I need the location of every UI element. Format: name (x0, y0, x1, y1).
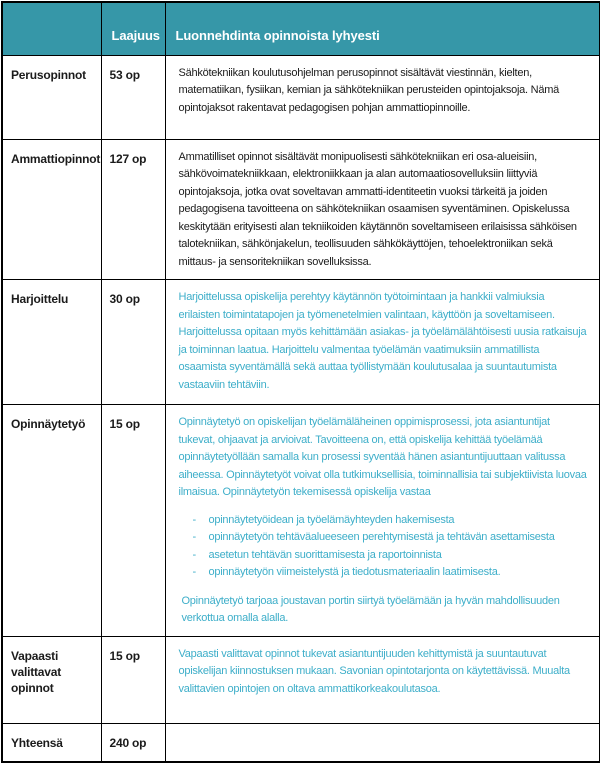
row-label: Vapaasti valittavat opinnot (2, 636, 101, 723)
row-credits: 240 op (101, 723, 165, 762)
curriculum-table (1, 1, 600, 763)
table-row-vapaasti-valittavat (2, 636, 600, 723)
description-paragraph: Sähkötekniikan koulutusohjelman perusopinnot sisältävät viestinnän, kielten, matematiikan, fysiikan, kemian ja sähkötekniikan perusteiden opintojaksoja. Nämä opintojaksot rakentavat pedagogisen pohjan ammattiopinnoille. (178, 66, 559, 114)
row-description (165, 636, 600, 723)
description-paragraph: Opinnäytetyö on opiskelijan työelämäläheinen oppimisprosessi, jota asiantuntijat tukevat, ohjaavat ja arvioivat. Tavoitteena on, että opiskelija kehittää työelämää opinnäytetyöllään samalla kun prosessi syventää hänen asiantuntijuuttaan valitussa aiheessa. Opinnäytetyöt voivat olla tutkimuksellisia, toiminnallisia tai subjektiivista luovaa ilmaisua. Opinnäytetyön tekemisessä opiskelija vastaa (178, 416, 587, 498)
row-label: Opinnäytetyö (2, 405, 101, 637)
description-paragraph: Vapaasti valittavat opinnot tukevat asiantuntijuuden kehittymistä ja suuntautuvat opiskelijan kiinnostuksen mukaan. Savonian opintotarjonta on käytettävissä. Muualta valittavien opintojen on oltava ammattikorkeakoulutasoa. (178, 647, 570, 695)
list-item: - opinnäytetyön viimeistelystä ja tiedotusmateriaalin laatimisesta. (209, 564, 588, 582)
row-label: Ammattiopinnot (2, 139, 101, 280)
description-paragraph: Opinnäytetyö tarjoaa joustavan portin siirtyä työelämään ja hyvän mahdollisuuden verkottua omalla alalla. (181, 594, 560, 624)
row-description (165, 280, 600, 405)
list-item: - opinnäytetyön tehtäväalueeseen perehtymisestä ja tehtävän asettamisesta (209, 529, 588, 547)
list-item: - asetetun tehtävän suorittamisesta ja raportoinnista (209, 547, 588, 565)
description-paragraph: Harjoittelussa opiskelija perehtyy käytännön työtoimintaan ja hankkii valmiuksia erilaisten toimintatapojen ja työmenetelmien valintaan, käyttöön ja soveltamiseen. Harjoittelussa opitaan myös kehittämään asiakas- ja työelämälähtöisesti uusia ratkaisuja ja toiminnan laatua. Harjoittelu valmentaa työelämän vaatimuksiin ammatillista osaamista syventämällä sekä auttaa työllistymään koulutusalaa ja suuntautumista vastaaviin tehtäviin. (178, 291, 587, 391)
row-description (165, 139, 600, 280)
row-credits: 15 op (101, 405, 165, 637)
row-credits: 127 op (101, 139, 165, 280)
responsibility-list (179, 512, 588, 582)
table-row-harjoittelu (2, 280, 600, 405)
table-row-ammattiopinnot (2, 139, 600, 280)
description-paragraph: Ammatilliset opinnot sisältävät monipuolisesti sähkötekniikan eri osa-alueisiin, sähkövoimatekniikkaan, elektroniikkaan ja alan automaatiosovelluksiin liittyviä opintojaksoja, jotka ovat soveltavan ammatti-identiteetin vuoksi tärkeitä ja joiden pedagogisena tavoitteena on sähkötekniikan osaamisen syventäminen. Opiskelussa keskitytään erityisesti alan tekniikoiden käytännön soveltamiseen erilaisissa sähköisen talotekniikan, sähkönjakelun, teollisuuden sähkökäyttöjen, tehoelektroniikan sekä mittaus- ja sensoritekniikan sovelluksissa. (178, 150, 577, 268)
row-description (165, 55, 600, 139)
header-cell-credits: Laajuus (101, 2, 165, 55)
row-credits: 30 op (101, 280, 165, 405)
table-row-opinnaytetyo (2, 405, 600, 637)
row-credits: 15 op (101, 636, 165, 723)
row-label: Yhteensä (2, 723, 101, 762)
table-row-perusopinnot (2, 55, 600, 139)
list-item: - opinnäytetyöidean ja työelämäyhteyden hakemisesta (209, 512, 588, 530)
table-header-row (2, 2, 600, 55)
row-label: Harjoittelu (2, 280, 101, 405)
header-cell-empty (2, 2, 101, 55)
row-credits: 53 op (101, 55, 165, 139)
header-cell-description: Luonnehdinta opinnoista lyhyesti (165, 2, 600, 55)
row-label: Perusopinnot (2, 55, 101, 139)
row-description (165, 405, 600, 637)
